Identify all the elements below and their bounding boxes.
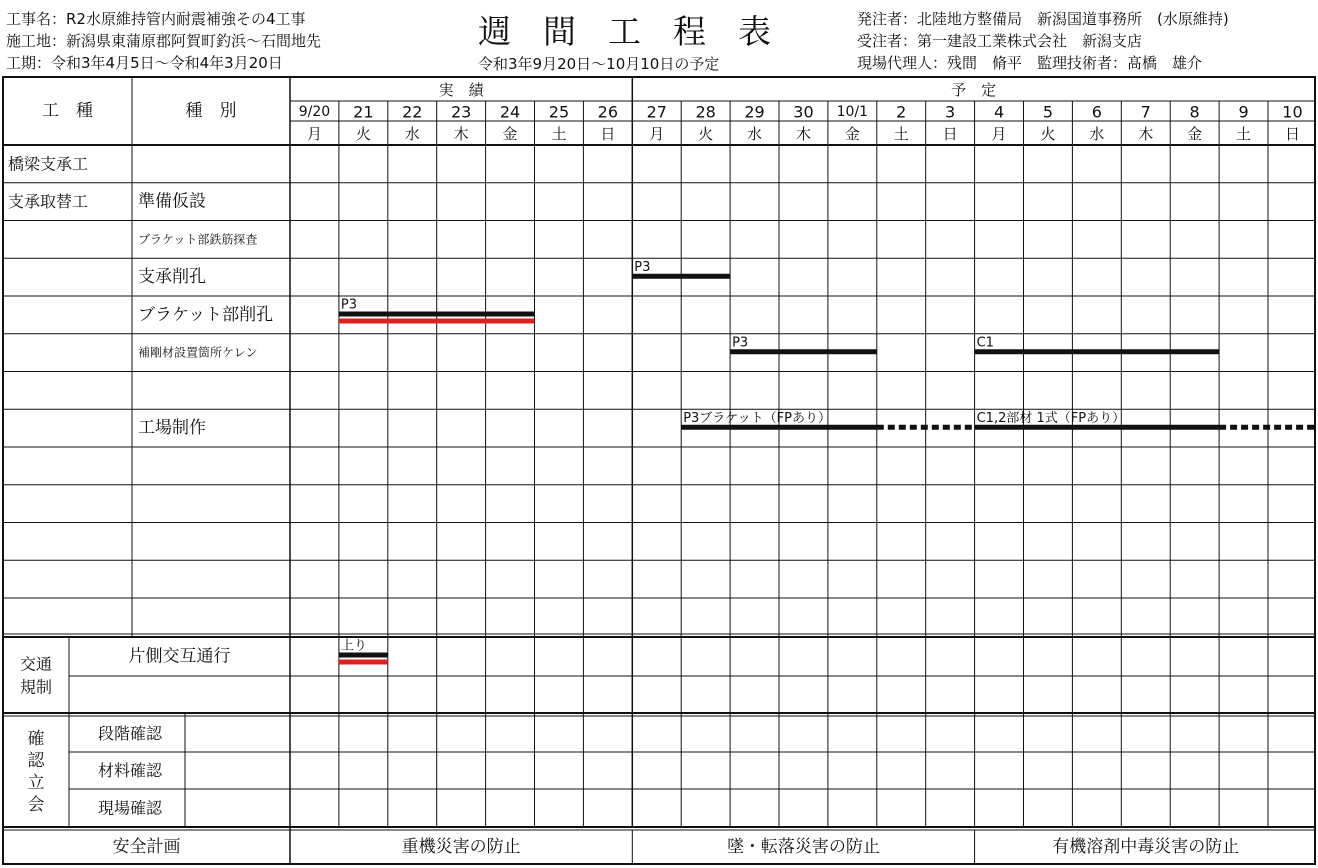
day-date-20: 10	[1282, 102, 1303, 122]
day-weekday-17: 木	[1138, 125, 1154, 143]
client-text: 発注者：北陸地方整備局 新潟国道事務所 (水原維持)	[857, 10, 1229, 28]
schedule-bar-label-3: P3	[732, 335, 749, 351]
day-weekday-16: 水	[1089, 125, 1105, 143]
day-weekday-11: 金	[844, 125, 860, 143]
day-date-10: 30	[793, 102, 814, 122]
day-weekday-15: 火	[1040, 125, 1056, 143]
schedule-bar-label-4: C1	[976, 335, 994, 351]
day-weekday-10: 木	[795, 125, 811, 143]
day-date-7: 27	[646, 102, 667, 122]
koshu-header: 工 種	[42, 101, 93, 121]
day-date-19: 9	[1238, 102, 1249, 122]
day-date-2: 22	[402, 102, 423, 122]
day-date-0: 9/20	[298, 104, 331, 120]
day-weekday-5: 土	[551, 125, 567, 143]
schedule-bar-label-5: P3ブラケット（FPあり）	[683, 410, 831, 426]
plan-header: 予 定	[951, 81, 997, 99]
day-date-3: 23	[450, 102, 472, 122]
day-date-5: 25	[548, 102, 570, 122]
day-weekday-4: 金	[502, 125, 518, 143]
page-title: 週間工程表	[478, 12, 803, 51]
day-weekday-8: 火	[698, 125, 714, 143]
row-shubetsu-2: ブラケット部鉄筋探査	[138, 232, 258, 247]
day-weekday-0: 月	[306, 125, 322, 143]
day-date-15: 5	[1042, 102, 1054, 122]
day-date-17: 7	[1140, 102, 1151, 122]
day-date-11: 10/1	[836, 104, 869, 120]
row-koshu-0: 橋梁支承工	[8, 154, 89, 174]
project-period: 工期：令和3年4月5日～令和4年3月20日	[6, 54, 283, 72]
day-date-4: 24	[499, 102, 521, 122]
day-date-6: 26	[597, 102, 619, 122]
inspection-label-char-0: 確	[27, 729, 45, 749]
day-date-9: 29	[744, 102, 765, 122]
day-weekday-9: 水	[747, 125, 763, 143]
inspection-label-char-3: 会	[27, 795, 45, 815]
schedule-bar-label-7: C1,2部材 1式（FPあり）	[976, 410, 1126, 426]
day-weekday-3: 木	[453, 125, 469, 143]
schedule-bar-label-9: 上り	[340, 638, 367, 654]
row-shubetsu-7: 工場制作	[138, 418, 206, 439]
day-weekday-2: 水	[404, 125, 420, 143]
contractor-text: 受注者：第一建設工業株式会社 新潟支店	[857, 32, 1143, 50]
traffic-item: 片側交互通行	[128, 646, 231, 667]
page-subtitle: 令和3年9月20日～10月10日の予定	[478, 55, 720, 73]
agents-text: 現場代理人：残間 脩平 監理技術者：髙橋 雄介	[857, 54, 1203, 72]
day-weekday-12: 土	[893, 125, 909, 143]
row-shubetsu-1: 準備仮設	[138, 191, 206, 212]
row-shubetsu-5: 補剛材設置箇所ケレン	[138, 345, 258, 360]
day-weekday-14: 月	[991, 125, 1007, 143]
day-weekday-6: 日	[600, 125, 616, 143]
traffic-label-line-0: 交通	[19, 654, 53, 674]
day-date-18: 8	[1189, 102, 1200, 122]
day-date-14: 4	[993, 102, 1005, 122]
day-weekday-20: 日	[1284, 125, 1300, 143]
safety-item-0: 重機災害の防止	[401, 837, 521, 857]
project-site: 施工地：新潟県東蒲原郡阿賀町釣浜～石間地先	[6, 32, 322, 50]
safety-label: 安全計画	[112, 837, 181, 857]
schedule-bar-label-0: P3	[634, 259, 651, 275]
day-date-12: 2	[896, 102, 907, 122]
day-weekday-1: 火	[355, 125, 371, 143]
inspection-item-2: 現場確認	[97, 798, 163, 818]
safety-item-2: 有機溶剤中毒災害の防止	[1052, 837, 1240, 857]
actual-header: 実 績	[438, 81, 484, 99]
day-weekday-18: 金	[1187, 125, 1203, 143]
day-weekday-13: 日	[942, 125, 958, 143]
inspection-label-char-1: 認	[27, 751, 45, 771]
row-koshu-1: 支承取替工	[8, 192, 89, 212]
inspection-item-1: 材料確認	[97, 761, 163, 780]
project-name: 工事名：R2水原維持管内耐震補強その4工事	[6, 10, 306, 28]
day-weekday-7: 月	[649, 125, 665, 143]
day-date-13: 3	[945, 102, 956, 122]
day-weekday-19: 土	[1236, 125, 1252, 143]
day-date-1: 21	[353, 102, 374, 122]
day-date-8: 28	[695, 102, 716, 122]
traffic-label-line-1: 規制	[19, 677, 53, 697]
row-shubetsu-3: 支承削孔	[138, 267, 206, 288]
inspection-label-char-2: 立	[27, 773, 45, 793]
row-shubetsu-4: ブラケット部削孔	[138, 304, 274, 325]
day-date-16: 6	[1091, 102, 1102, 122]
shubetsu-header: 種 別	[185, 101, 237, 121]
schedule-bar-label-1: P3	[340, 297, 358, 313]
inspection-item-0: 段階確認	[97, 724, 163, 743]
safety-item-1: 墜・転落災害の防止	[726, 837, 880, 857]
